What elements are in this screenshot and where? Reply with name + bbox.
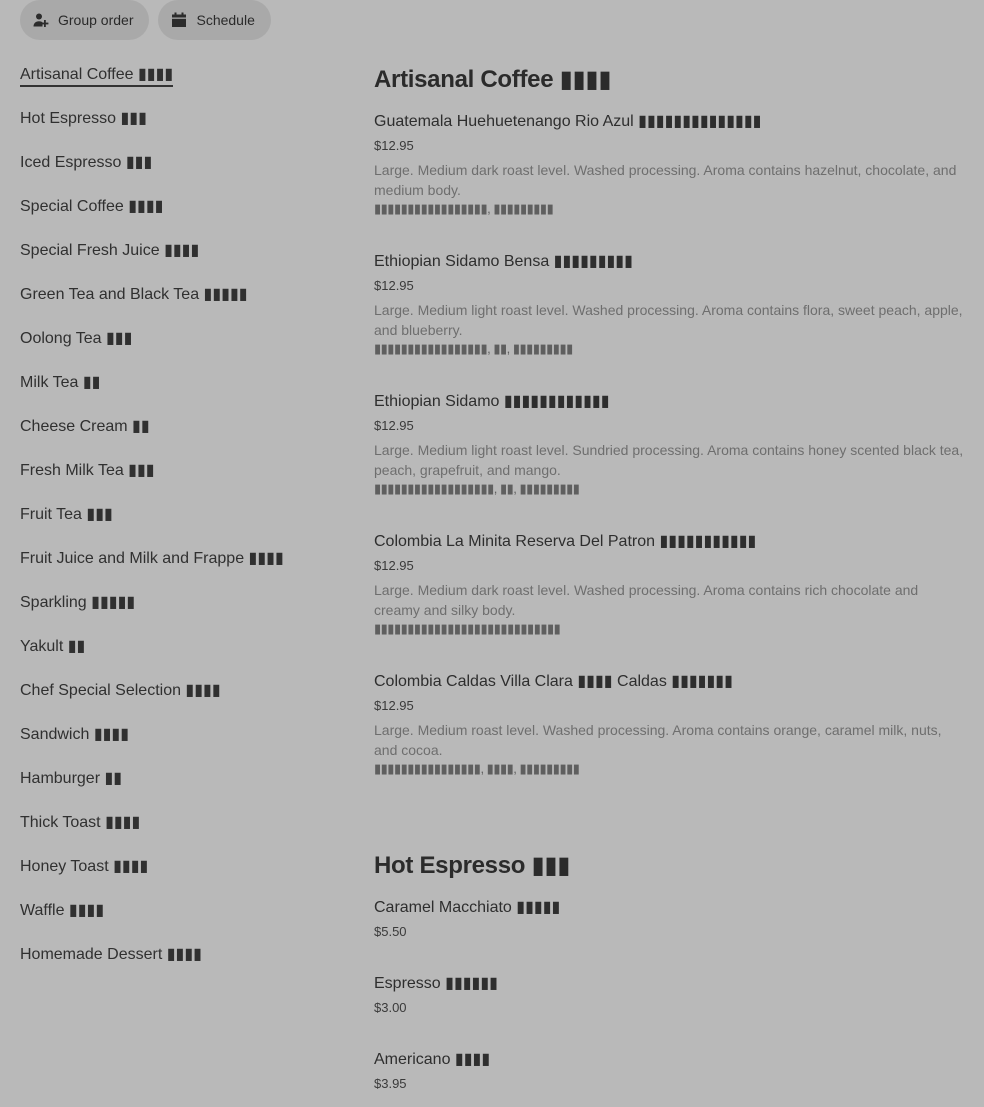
sidebar-item-label: Iced Espresso ▮▮▮ <box>20 154 153 171</box>
sidebar-item-label: Hot Espresso ▮▮▮ <box>20 110 147 127</box>
item-price: $5.50 <box>374 924 407 939</box>
sidebar-item-label: Sandwich ▮▮▮▮ <box>20 726 130 743</box>
schedule-label: Schedule <box>196 12 255 28</box>
item-price: $3.95 <box>374 1076 407 1091</box>
item-name: Caramel Macchiato ▮▮▮▮▮ <box>374 899 561 916</box>
sidebar-item-sparkling[interactable] <box>20 590 350 634</box>
item-price: $12.95 <box>374 138 414 153</box>
menu-content <box>374 62 964 1107</box>
menu-item[interactable] <box>374 532 964 672</box>
sidebar-item-label: Milk Tea ▮▮ <box>20 374 101 391</box>
sidebar-item-label: Green Tea and Black Tea ▮▮▮▮▮ <box>20 286 248 303</box>
add-person-icon <box>32 11 50 29</box>
sidebar-item-iced-espresso[interactable] <box>20 150 350 194</box>
sidebar-item-label: Special Fresh Juice ▮▮▮▮ <box>20 242 200 259</box>
sidebar-item-thick-toast[interactable] <box>20 810 350 854</box>
item-list <box>374 112 964 812</box>
sidebar-item-label: Hamburger ▮▮ <box>20 770 123 787</box>
item-name: Colombia Caldas Villa Clara ▮▮▮▮ Caldas ▮▮▮▮▮▮▮ <box>374 673 733 690</box>
sidebar-item-special-coffee[interactable] <box>20 194 350 238</box>
menu-item[interactable] <box>374 974 964 1050</box>
sidebar-item-label: Fresh Milk Tea ▮▮▮ <box>20 462 155 479</box>
sidebar-item-label: Chef Special Selection ▮▮▮▮ <box>20 682 221 699</box>
sidebar-item-hamburger[interactable] <box>20 766 350 810</box>
item-price: $12.95 <box>374 418 414 433</box>
sidebar-item-label: Honey Toast ▮▮▮▮ <box>20 858 149 875</box>
menu-item[interactable] <box>374 898 964 974</box>
sidebar-item-label: Fruit Tea ▮▮▮ <box>20 506 113 523</box>
item-description: Large. Medium light roast level. Washed processing. Aroma contains flora, sweet peach, apple, and blueberry. <box>374 302 963 338</box>
item-description: Large. Medium dark roast level. Washed processing. Aroma contains hazelnut, chocolate, and medium body. <box>374 162 957 198</box>
sidebar-item-yakult[interactable] <box>20 634 350 678</box>
item-price: $12.95 <box>374 698 414 713</box>
sidebar-item-fruit-juice-milk-frappe[interactable] <box>20 546 350 590</box>
sidebar-item-label: Cheese Cream ▮▮ <box>20 418 150 435</box>
item-price: $12.95 <box>374 558 414 573</box>
item-name: Ethiopian Sidamo ▮▮▮▮▮▮▮▮▮▮▮▮ <box>374 393 610 410</box>
item-alt-description: ▮▮▮▮▮▮▮▮▮▮▮▮▮▮▮▮▮, ▮▮, ▮▮▮▮▮▮▮▮▮ <box>374 341 573 356</box>
item-name: Ethiopian Sidamo Bensa ▮▮▮▮▮▮▮▮▮ <box>374 253 633 270</box>
sidebar-item-fresh-milk-tea[interactable] <box>20 458 350 502</box>
category-sidebar <box>20 62 350 986</box>
item-name: Colombia La Minita Reserva Del Patron ▮▮▮▮▮▮▮▮▮▮▮ <box>374 533 757 550</box>
sidebar-item-label: Oolong Tea ▮▮▮ <box>20 330 133 347</box>
calendar-icon <box>170 11 188 29</box>
menu-item[interactable] <box>374 252 964 392</box>
item-name: Espresso ▮▮▮▮▮▮ <box>374 975 498 992</box>
sidebar-item-green-black-tea[interactable] <box>20 282 350 326</box>
menu-item[interactable] <box>374 112 964 252</box>
item-description: Large. Medium dark roast level. Washed processing. Aroma contains rich chocolate and creamy and silky body. <box>374 582 919 618</box>
sidebar-item-chef-special-selection[interactable] <box>20 678 350 722</box>
menu-item[interactable] <box>374 1050 964 1107</box>
item-alt-description: ▮▮▮▮▮▮▮▮▮▮▮▮▮▮▮▮▮▮, ▮▮, ▮▮▮▮▮▮▮▮▮ <box>374 481 580 496</box>
item-price: $3.00 <box>374 1000 407 1015</box>
menu-item[interactable] <box>374 672 964 812</box>
sidebar-item-label: Waffle ▮▮▮▮ <box>20 902 105 919</box>
item-name: Americano ▮▮▮▮ <box>374 1051 491 1068</box>
section-title: Artisanal Coffee ▮▮▮▮ <box>374 66 612 93</box>
item-description: Large. Medium light roast level. Sundried processing. Aroma contains honey scented black tea, peach, grapefruit, and mango. <box>374 442 964 478</box>
item-price: $12.95 <box>374 278 414 293</box>
sidebar-item-label: Homemade Dessert ▮▮▮▮ <box>20 946 202 963</box>
item-alt-description: ▮▮▮▮▮▮▮▮▮▮▮▮▮▮▮▮, ▮▮▮▮, ▮▮▮▮▮▮▮▮▮ <box>374 761 580 776</box>
top-actions <box>20 0 271 40</box>
menu-section-artisanal-coffee <box>374 62 964 812</box>
sidebar-item-hot-espresso[interactable] <box>20 106 350 150</box>
sidebar-item-label: Sparkling ▮▮▮▮▮ <box>20 594 136 611</box>
sidebar-item-homemade-dessert[interactable] <box>20 942 350 986</box>
sidebar-item-label: Yakult ▮▮ <box>20 638 86 655</box>
schedule-button[interactable] <box>158 0 270 40</box>
menu-item[interactable] <box>374 392 964 532</box>
sidebar-item-cheese-cream[interactable] <box>20 414 350 458</box>
sidebar-item-label: Thick Toast ▮▮▮▮ <box>20 814 141 831</box>
sidebar-item-label: Fruit Juice and Milk and Frappe ▮▮▮▮ <box>20 550 284 567</box>
item-alt-description: ▮▮▮▮▮▮▮▮▮▮▮▮▮▮▮▮▮, ▮▮▮▮▮▮▮▮▮ <box>374 201 554 216</box>
item-name: Guatemala Huehuetenango Rio Azul ▮▮▮▮▮▮▮▮▮▮▮▮▮▮ <box>374 113 762 130</box>
sidebar-item-label: Artisanal Coffee ▮▮▮▮ <box>20 62 173 87</box>
sidebar-item-oolong-tea[interactable] <box>20 326 350 370</box>
menu-section-hot-espresso <box>374 848 964 1107</box>
sidebar-item-artisanal-coffee[interactable] <box>20 62 350 106</box>
sidebar-item-fruit-tea[interactable] <box>20 502 350 546</box>
group-order-label: Group order <box>58 12 134 28</box>
sidebar-item-waffle[interactable] <box>20 898 350 942</box>
sidebar-item-label: Special Coffee ▮▮▮▮ <box>20 198 164 215</box>
group-order-button[interactable] <box>20 0 149 40</box>
item-list <box>374 898 964 1107</box>
sidebar-item-special-fresh-juice[interactable] <box>20 238 350 282</box>
item-description: Large. Medium roast level. Washed processing. Aroma contains orange, caramel milk, nuts, and cocoa. <box>374 722 942 758</box>
sidebar-item-milk-tea[interactable] <box>20 370 350 414</box>
section-title: Hot Espresso ▮▮▮ <box>374 852 571 879</box>
sidebar-item-honey-toast[interactable] <box>20 854 350 898</box>
sidebar-item-sandwich[interactable] <box>20 722 350 766</box>
item-alt-description: ▮▮▮▮▮▮▮▮▮▮▮▮▮▮▮▮▮▮▮▮▮▮▮▮▮▮▮▮ <box>374 621 561 636</box>
